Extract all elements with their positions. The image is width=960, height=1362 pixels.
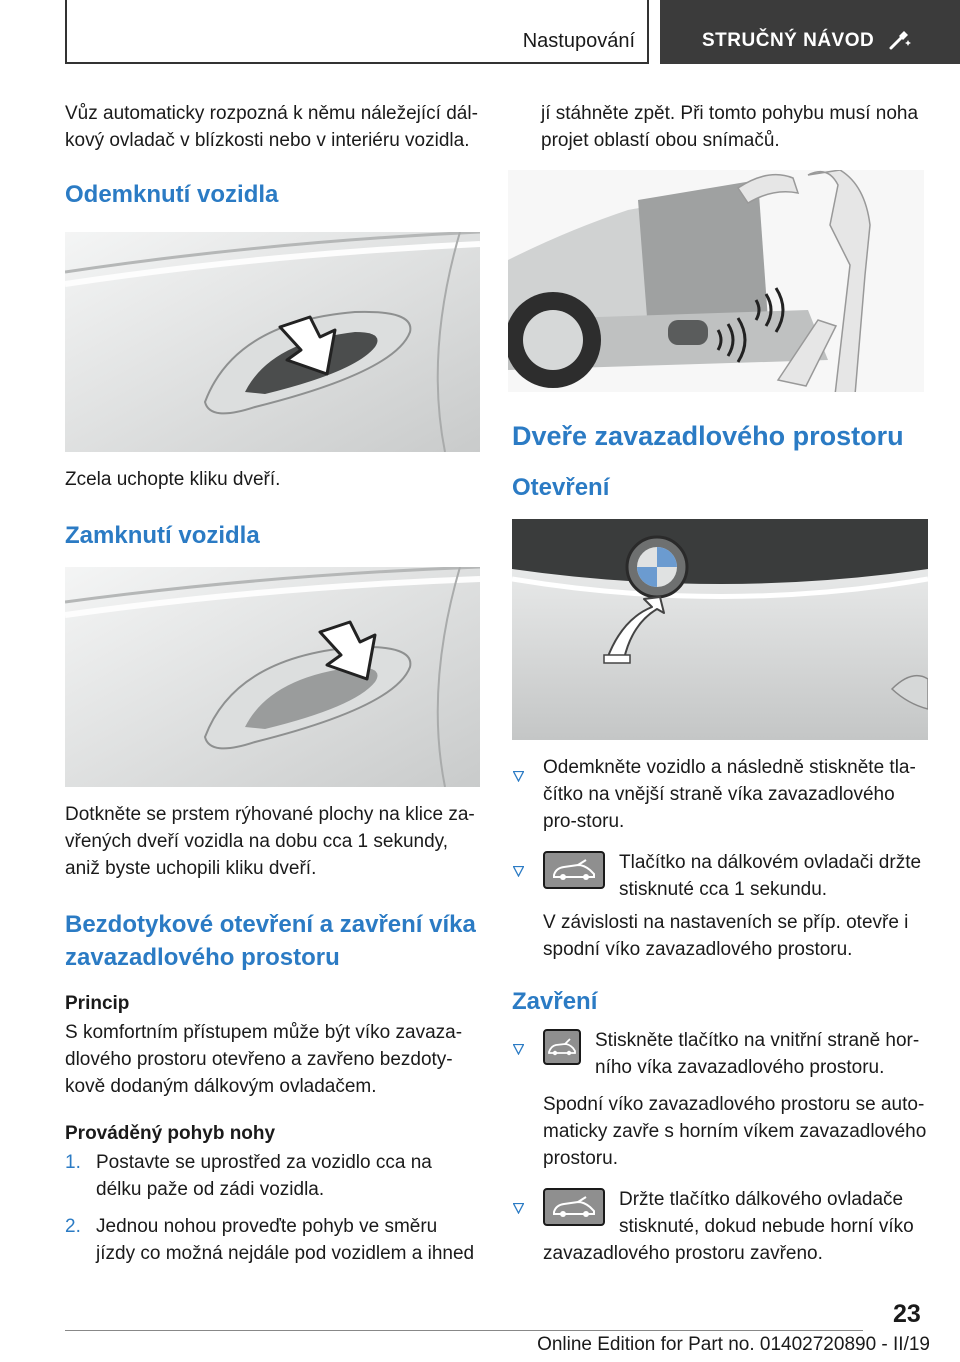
list-item [65,1149,480,1203]
step-number: 2. [65,1216,81,1237]
triangle-bullet-icon [513,1036,524,1063]
remote-trunk-button-icon [543,851,605,889]
unlock-heading: Odemknutí vozidla [65,181,279,208]
right-column [512,100,928,1267]
section-title: Nastupování [522,30,635,52]
principle-heading: Princip [65,993,130,1014]
chapter-tab [660,0,960,64]
contactless-heading: Bezdotykové otevření a zavření víka zavazadlového prostoru [65,911,476,971]
unlock-caption: Zcela uchopte kliku dveří. [65,469,281,490]
open-heading: Otevření [512,474,610,501]
open-step-text: Tlačítko na dálkovém ovladači držte stisknuté cca 1 sekundu. [619,852,922,900]
motion-heading: Prováděný pohyb nohy [65,1123,276,1144]
close-note: Spodní víko zavazadlového prostoru se auto‐maticky zavře s horním víkem zavazadlového prostoru. [543,1094,927,1169]
list-item [512,849,928,963]
wrench-sparkle-icon [888,28,912,55]
interior-trunk-button-icon [543,1029,581,1065]
close-step-text: Držte tlačítko dálkového ovladače stisknuté, dokud nebude horní víko zavazadlového prostoru zavřeno. [543,1189,914,1264]
open-note: V závislosti na nastaveních se příp. otevře i spodní víko zavazadlového prostoru. [543,912,909,960]
list-item [512,754,928,835]
list-item [512,1186,928,1267]
header-section-box [65,0,649,64]
page-number: 23 [893,1300,921,1328]
intro-paragraph: Vůz automaticky rozpozná k němu náležející dál‐kový ovladač v blízkosti nebo v interiéru vozidla. [65,103,478,151]
principle-text: S komfortním přístupem může být víko zavaza‐dlového prostoru otevřeno a zavřeno bezdoty‐kově dodaným dálkovým ovladačem. [65,1022,463,1097]
kick-sensor-figure [508,170,924,392]
left-column [65,100,480,1267]
trunk-button-figure [512,519,928,740]
door-handle-unlock-figure [65,232,480,452]
chapter-tab-label: STRUČNÝ NÁVOD [702,30,875,51]
lock-heading: Zamknutí vozidla [65,522,260,549]
list-item [65,1213,480,1267]
remote-trunk-button-icon [543,1188,605,1226]
close-heading: Zavření [512,988,598,1015]
footer-divider [65,1330,863,1331]
open-step-text: Odemkněte vozidlo a následně stiskněte tla‐čítko na vnější straně víka zavazadlového pro‐storu. [543,757,916,832]
continuation-paragraph: jí stáhněte zpět. Při tomto pohybu musí noha projet oblastí obou snímačů. [541,103,919,151]
triangle-bullet-icon [513,858,524,885]
motion-steps-list [65,1149,480,1267]
step-text: Postavte se uprostřed za vozidlo cca na délku paže od zádi vozidla. [96,1152,432,1200]
edition-footer: Online Edition for Part no. 01402720890 - II/19 [537,1334,930,1355]
trunk-heading: Dveře zavazadlového prostoru [512,421,904,451]
triangle-bullet-icon [513,1195,524,1222]
close-step-text: Stiskněte tlačítko na vnitřní straně hor‐ního víka zavazadlového prostoru. [595,1030,920,1078]
step-number: 1. [65,1152,81,1173]
lock-caption: Dotkněte se prstem rýhované plochy na klice za‐vřených dveří vozidla na dobu cca 1 sekundy, aniž byste uchopili kliku dveří. [65,804,475,879]
step-text: Jednou nohou proveďte pohyb ve směru jízdy co možná nejdále pod vozidlem a ihned [96,1216,475,1264]
triangle-bullet-icon [513,763,524,790]
list-item [512,1027,928,1172]
door-handle-lock-figure [65,567,480,787]
